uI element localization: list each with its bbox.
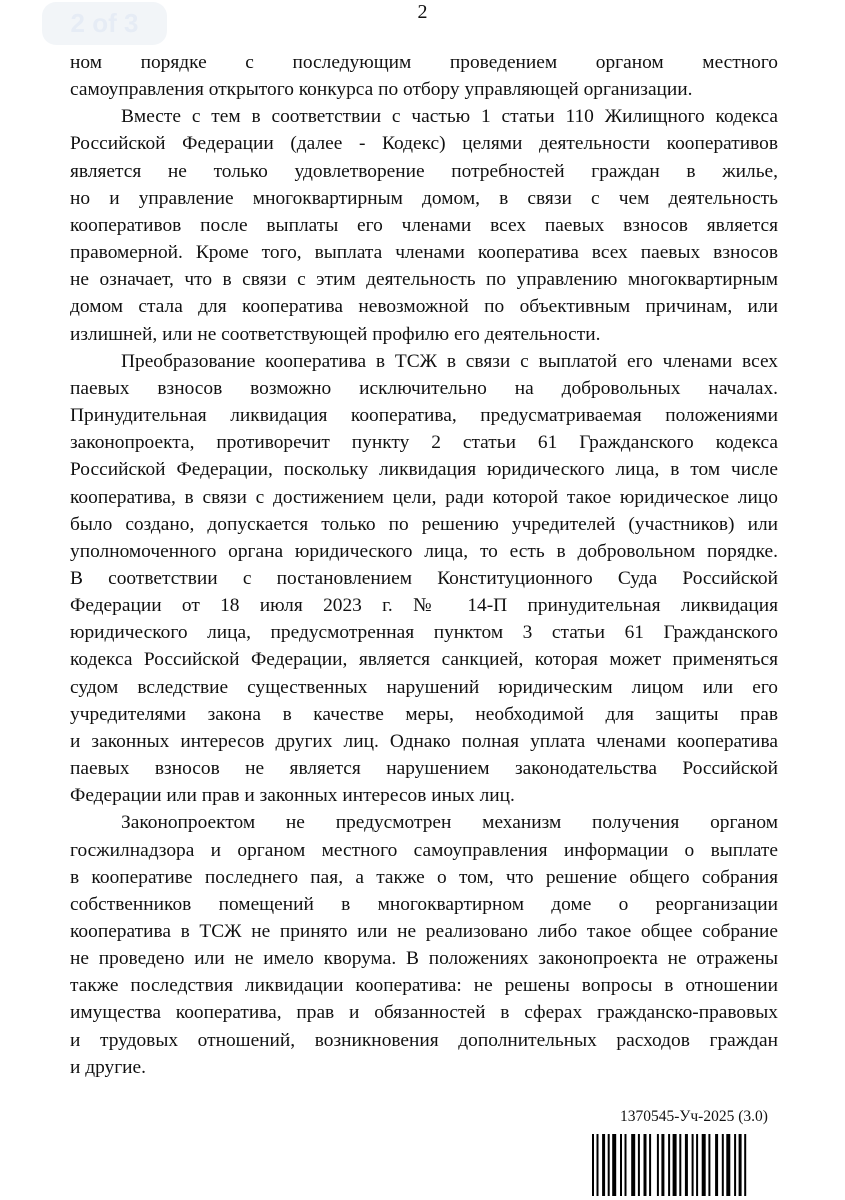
text-line: Преобразование кооператива в ТСЖ в связи с выплатой его членами всех	[121, 350, 778, 372]
barcode-bar	[708, 1134, 710, 1196]
barcode-bar	[696, 1134, 698, 1196]
barcode-bar	[649, 1134, 651, 1196]
text-line: Федерации от 18 июля 2023 г. № 14-П принудительная ликвидация	[70, 595, 778, 617]
text-line: Российской Федерации (далее - Кодекс) целями деятельности кооперативов	[70, 133, 778, 155]
text-line: ном порядке с последующим проведением органом местного	[70, 52, 778, 73]
barcode	[590, 1134, 780, 1196]
barcode-bar	[657, 1134, 659, 1196]
text-line: паевых взносов возможно исключительно на добровольных началах.	[70, 377, 778, 399]
text-line: кодекса Российской Федерации, является санкцией, которая может применяться	[70, 649, 778, 671]
text-line: В соответствии с постановлением Конституционного Суда Российской	[70, 567, 778, 589]
barcode-bar	[679, 1134, 681, 1196]
text-line: домом стала для кооператива невозможной по объективным причинам, или	[70, 296, 778, 318]
text-line: уполномоченного органа юридического лица, то есть в добровольном порядке.	[70, 540, 778, 562]
barcode-bar	[668, 1134, 670, 1196]
text-line: и трудовых отношений, возникновения дополнительных расходов граждан	[70, 1029, 778, 1051]
barcode-bar	[625, 1134, 627, 1196]
text-line: правомерной. Кроме того, выплата членами кооператива всех паевых взносов	[70, 242, 778, 264]
barcode-bar	[739, 1134, 742, 1196]
barcode-bar	[702, 1134, 706, 1196]
barcode-bar	[726, 1134, 730, 1196]
barcode-bar	[661, 1134, 664, 1196]
barcode-bar	[673, 1134, 677, 1196]
barcode-bar	[631, 1134, 635, 1196]
text-line: кооператива в ТСЖ не принято или не реализовано либо такое общее собрание	[70, 921, 778, 942]
barcode-bar	[734, 1134, 736, 1196]
barcode-bar	[685, 1134, 688, 1196]
paragraph	[70, 49, 778, 103]
page-indicator-badge: 2 of 3	[42, 2, 167, 45]
barcode-bar	[722, 1134, 724, 1196]
barcode-bar	[612, 1134, 616, 1196]
text-line: паевых взносов не является нарушением законодательства Российской	[70, 758, 778, 780]
barcode-bar	[692, 1134, 694, 1196]
text-line: и другие.	[70, 1056, 147, 1078]
text-line: Федерации или прав и законных интересов иных лиц.	[70, 785, 515, 807]
text-line: Российской Федерации, поскольку ликвидация юридического лица, в том числе	[70, 459, 778, 481]
text-line: законопроекта, противоречит пункту 2 статьи 61 Гражданского кодекса	[70, 432, 778, 454]
barcode-bar	[608, 1134, 610, 1196]
barcode-bar	[715, 1134, 718, 1196]
text-line: учредителями закона в качестве меры, необходимой для защиты прав	[70, 703, 778, 725]
barcode-bar	[744, 1134, 746, 1196]
text-line: было создано, допускается только по решению учредителей (участников) или	[70, 513, 778, 535]
barcode-bar	[602, 1134, 605, 1196]
text-line: является не только удовлетворение потребностей граждан в жилье,	[70, 160, 778, 182]
barcode-bar	[592, 1134, 594, 1196]
text-line: но и управление многоквартирным домом, в связи с чем деятельность	[70, 187, 778, 209]
paragraph	[70, 103, 778, 347]
text-line: не означает, что в связи с этим деятельность по управлению многоквартирным	[70, 269, 778, 291]
barcode-bar	[597, 1134, 599, 1196]
text-line: Законопроектом не предусмотрен механизм получения органом	[121, 812, 778, 834]
text-line: также последствия ликвидации кооператива: не решены вопросы в отношении	[70, 975, 778, 997]
text-line: Вместе с тем в соответствии с частью 1 статьи 110 Жилищного кодекса	[121, 106, 778, 128]
document-body	[70, 49, 778, 1081]
text-line: Принудительная ликвидация кооператива, предусматриваемая положениями	[70, 405, 778, 427]
page-number: 2	[417, 1, 428, 23]
text-line: имущества кооператива, прав и обязанностей в сферах гражданско-правовых	[70, 1002, 778, 1024]
text-line: кооператива, в связи с достижением цели, ради которой такое юридическое лицо	[70, 486, 778, 508]
paragraph	[70, 809, 778, 1081]
text-line: и законных интересов других лиц. Однако полная уплата членами кооператива	[70, 730, 778, 752]
text-line: судом вследствие существенных нарушений юридическим лицом или его	[70, 676, 778, 698]
barcode-bar	[638, 1134, 640, 1196]
text-line: юридического лица, предусмотренная пунктом 3 статьи 61 Гражданского	[70, 622, 778, 644]
text-line: собственников помещений в многоквартирном доме о реорганизации	[70, 893, 778, 915]
document-code: 1370545-Уч-2025 (3.0)	[620, 1108, 768, 1125]
text-line: не проведено или не имело кворума. В положениях законопроекта не отражены	[70, 948, 778, 970]
barcode-bar	[620, 1134, 622, 1196]
text-line: излишней, или не соответствующей профилю его деятельности.	[70, 323, 601, 345]
paragraph	[70, 348, 778, 810]
text-line: в кооперативе последнего пая, а также о том, что решение общего собрания	[70, 866, 778, 888]
text-line: госжилнадзора и органом местного самоуправления информации о выплате	[70, 839, 778, 861]
barcode-bar	[644, 1134, 647, 1196]
text-line: самоуправления открытого конкурса по отбору управляющей организации.	[70, 79, 693, 101]
text-line: кооперативов после выплаты его членами всех паевых взносов является	[70, 214, 778, 236]
